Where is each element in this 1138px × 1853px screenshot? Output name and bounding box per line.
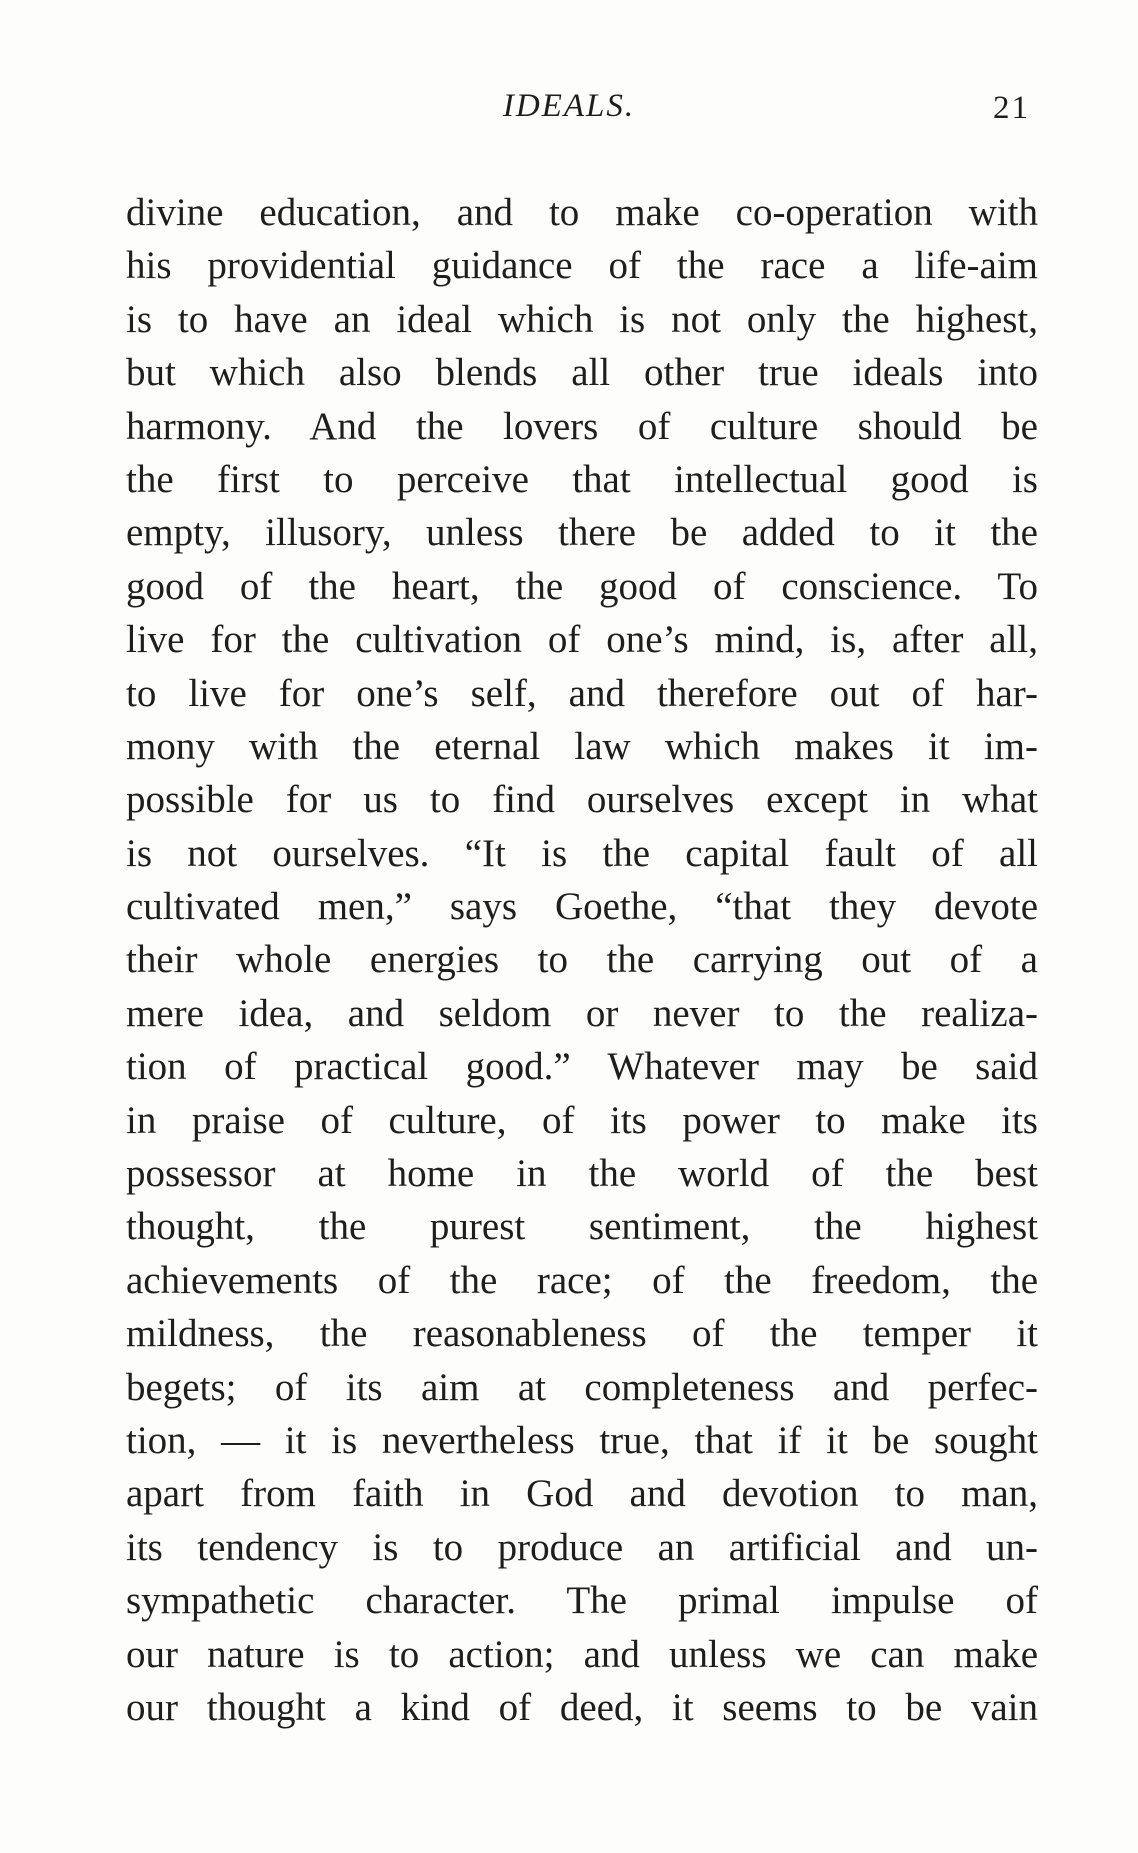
- text-line: thought, the purest sentiment, the highest: [126, 1205, 1038, 1249]
- text-line: our nature is to action; and unless we can make: [126, 1632, 1038, 1676]
- text-line: tion, — it is nevertheless true, that if it be sought: [126, 1418, 1038, 1462]
- text-line: in praise of culture, of its power to make its: [126, 1098, 1038, 1142]
- text-line: begets; of its aim at completeness and perfec-: [126, 1365, 1038, 1409]
- text-line: sympathetic character. The primal impulse of: [126, 1579, 1038, 1623]
- text-line: mildness, the reasonableness of the temper it: [126, 1312, 1038, 1356]
- body-text: [126, 186, 1038, 1734]
- text-line: to live for one’s self, and therefore out of har-: [126, 671, 1038, 715]
- text-line: the first to perceive that intellectual good is: [126, 457, 1038, 501]
- text-line: divine education, and to make co-operation with: [126, 191, 1038, 234]
- text-line: its tendency is to produce an artificial and un-: [126, 1525, 1038, 1569]
- text-line: mere idea, and seldom or never to the realiza-: [126, 991, 1038, 1035]
- text-line: empty, illusory, unless there be added to it the: [126, 511, 1038, 555]
- text-line: their whole energies to the carrying out of a: [126, 938, 1038, 982]
- text-line: his providential guidance of the race a life-aim: [126, 244, 1038, 288]
- text-line: possible for us to find ourselves except in what: [126, 778, 1038, 822]
- text-line: but which also blends all other true ideals into: [126, 351, 1038, 395]
- text-line: harmony. And the lovers of culture should be: [126, 404, 1038, 448]
- text-line: mony with the eternal law which makes it im-: [126, 724, 1038, 768]
- page-number: 21: [993, 90, 1030, 126]
- text-line: apart from faith in God and devotion to man,: [126, 1472, 1038, 1516]
- text-line: tion of practical good.” Whatever may be said: [126, 1045, 1038, 1089]
- text-line: cultivated men,” says Goethe, “that they devote: [126, 885, 1038, 929]
- text-line: live for the cultivation of one’s mind, is, after all,: [126, 618, 1038, 662]
- text-line: good of the heart, the good of conscience. To: [126, 564, 1038, 608]
- text-line: our thought a kind of deed, it seems to be vain: [126, 1685, 1038, 1729]
- running-head-title: IDEALS.: [502, 88, 636, 124]
- text-line: is to have an ideal which is not only the highest,: [126, 297, 1038, 341]
- text-line: possessor at home in the world of the best: [126, 1152, 1038, 1196]
- text-line: achievements of the race; of the freedom, the: [126, 1258, 1038, 1302]
- text-line: is not ourselves. “It is the capital fault of all: [126, 831, 1038, 875]
